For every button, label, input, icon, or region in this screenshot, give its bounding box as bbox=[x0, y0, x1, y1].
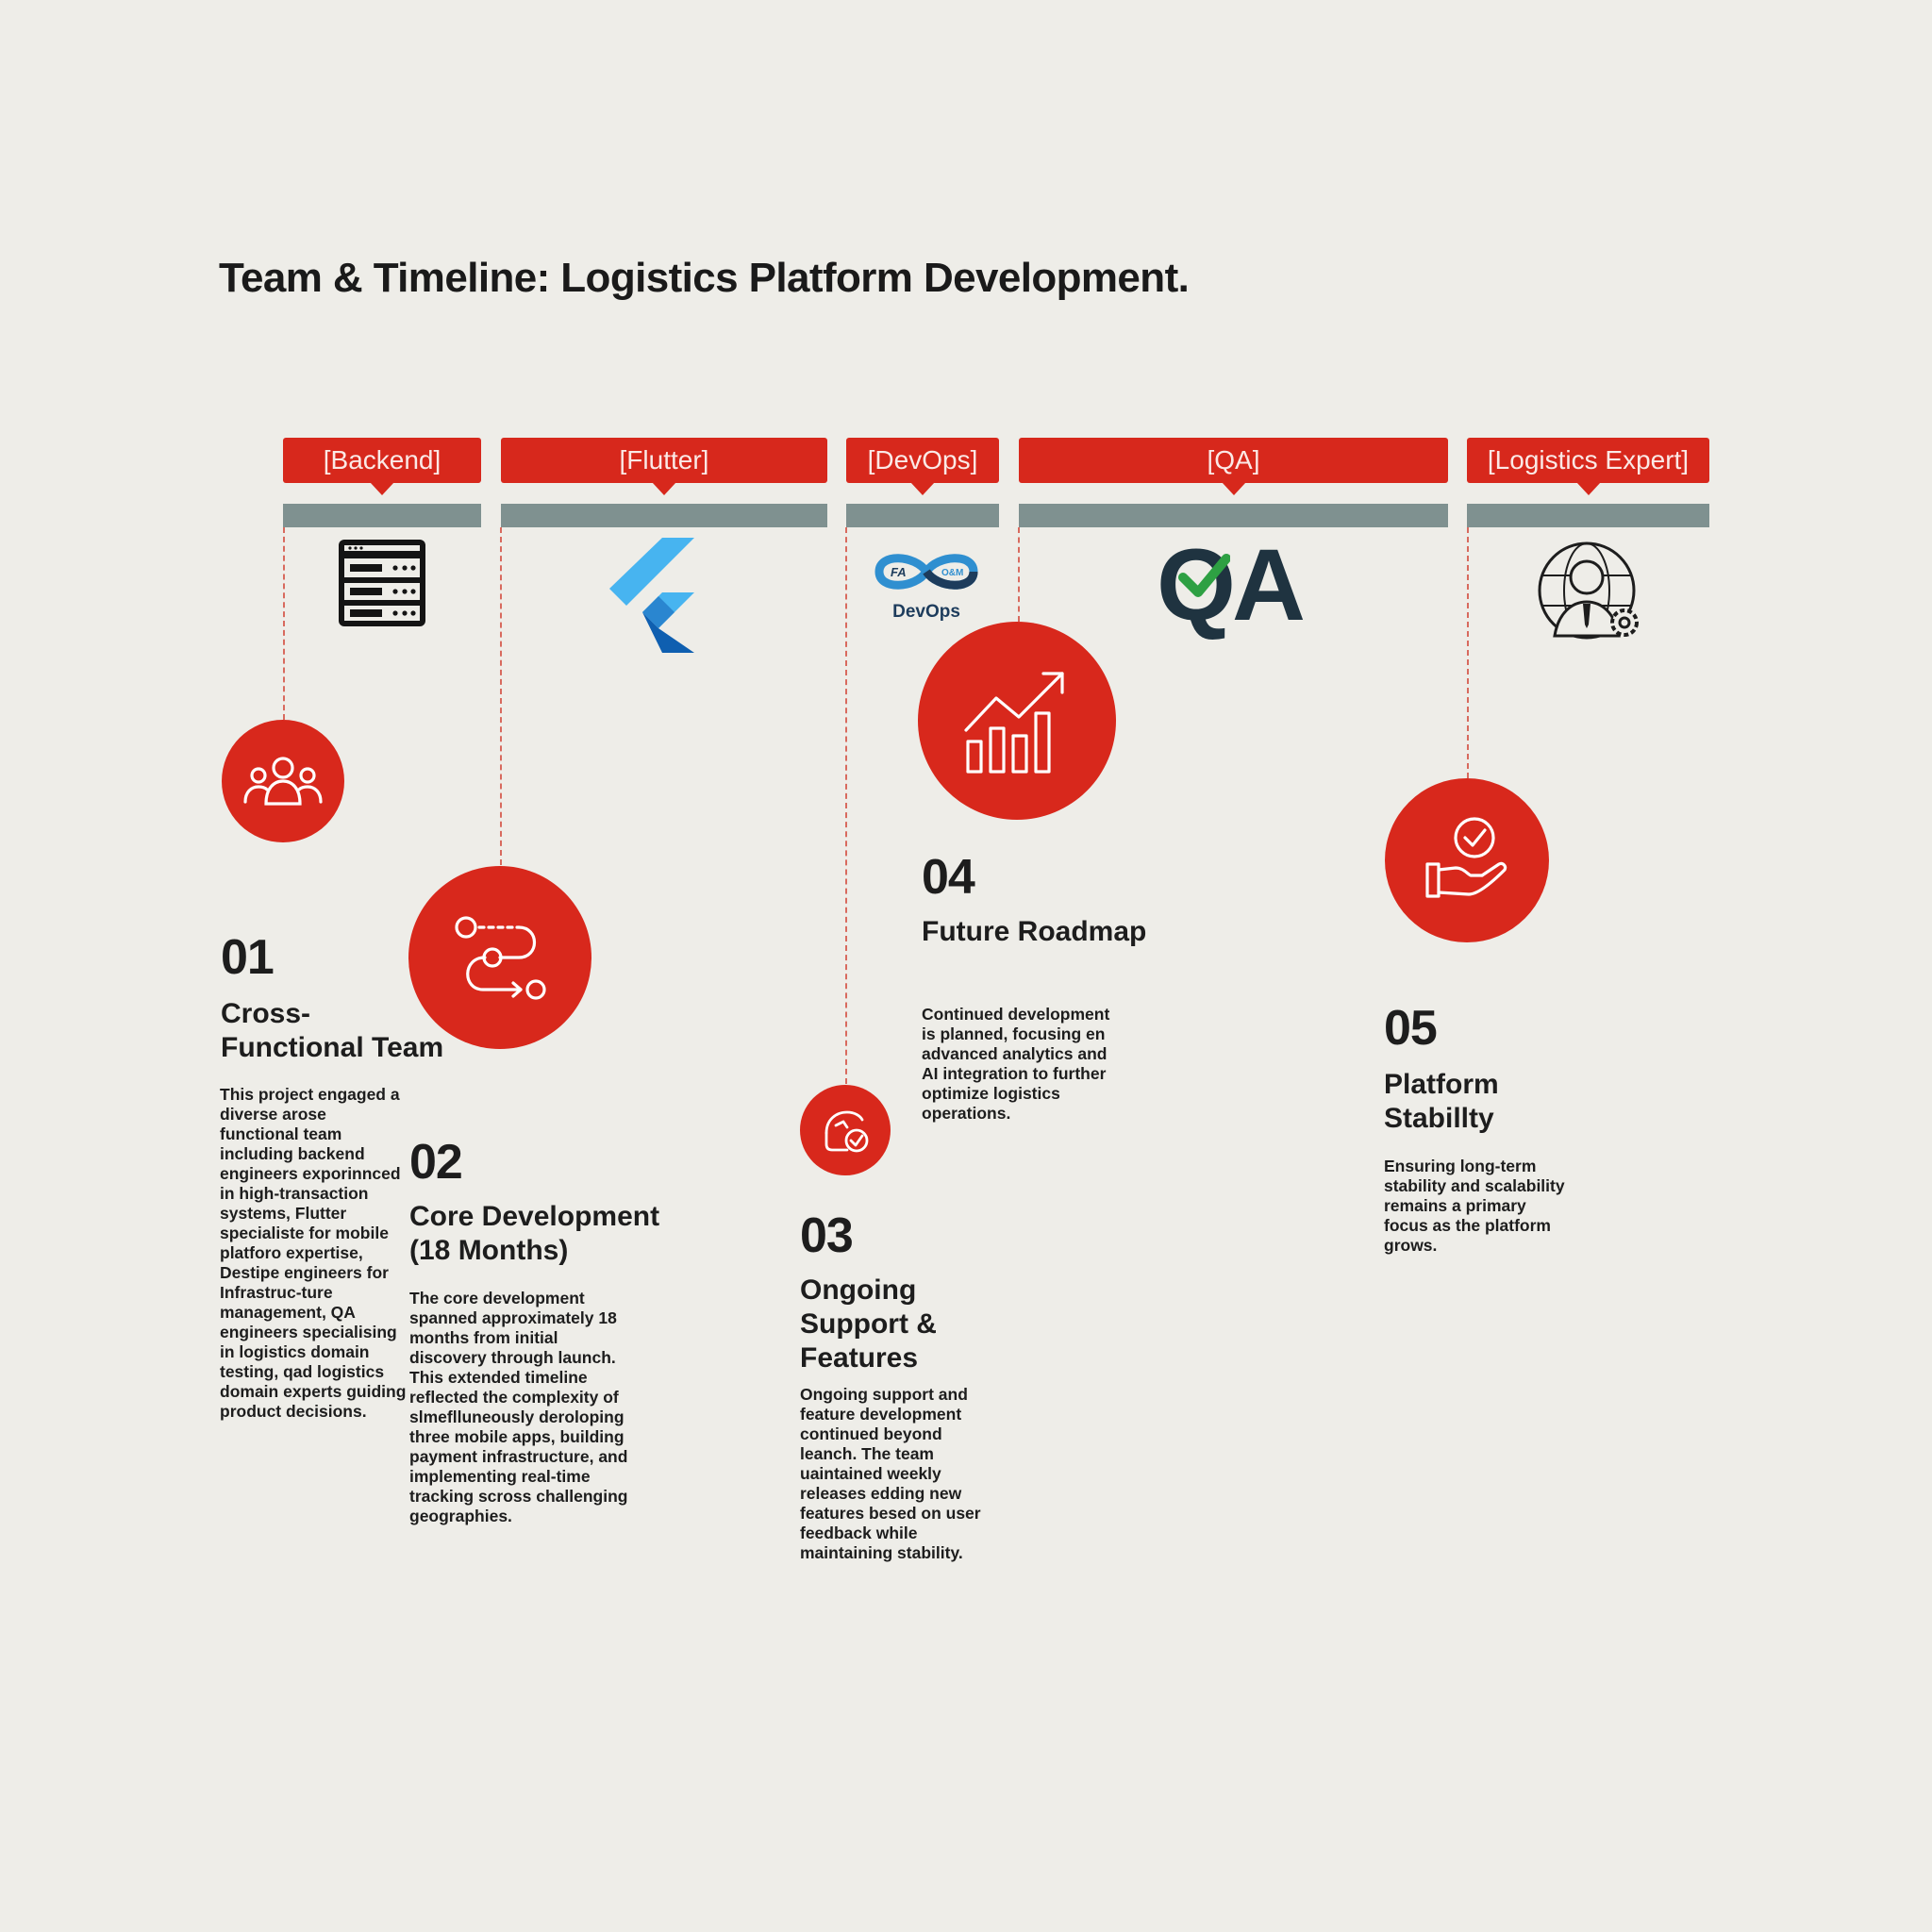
bar-qa bbox=[1019, 504, 1448, 527]
step-01-text: This project engaged a diverse arose functional team including backend engineers exporinnced in high-transaction systems, Flutter specialiste for mobile platforo expertise, Destipe engineers for Infrastruc-ture management, QA engineers specialising in logistics domain testing, qad logistics domain experts guiding product decisions. bbox=[220, 1085, 407, 1421]
step-03-number: 03 bbox=[800, 1208, 853, 1263]
step-04-number: 04 bbox=[922, 850, 974, 905]
bar-flutter bbox=[501, 504, 827, 527]
devops-logo-caption: DevOps bbox=[892, 602, 960, 622]
bar-devops bbox=[846, 504, 999, 527]
growth-chart-icon bbox=[962, 668, 1072, 774]
tag-devops: [DevOps] bbox=[846, 438, 999, 483]
step-05-heading: Platform Stabillty bbox=[1384, 1069, 1499, 1134]
step-02-number: 02 bbox=[409, 1135, 462, 1190]
connector-01 bbox=[283, 527, 285, 720]
tag-qa: [QA] bbox=[1019, 438, 1448, 483]
step-03-circle bbox=[800, 1085, 891, 1175]
devops-logo-small-text: FA bbox=[891, 565, 907, 579]
logistics-expert-icon bbox=[1534, 538, 1649, 648]
step-01-heading: Cross- Functional Team bbox=[221, 998, 444, 1063]
step-04-heading: Future Roadmap bbox=[922, 916, 1147, 947]
step-03-text: Ongoing support and feature development continued beyond leanch. The team uaintained weekly releases edding new features besed on user feedback while maintaining stability. bbox=[800, 1385, 981, 1562]
step-03-heading: Ongoing Support & Features bbox=[800, 1274, 937, 1374]
page-title: Team & Timeline: Logistics Platform Development. bbox=[219, 255, 1190, 301]
devops-logo-right-text: O&M bbox=[941, 568, 964, 578]
qa-logo-text: QA bbox=[1157, 527, 1302, 641]
workflow-icon bbox=[451, 912, 549, 1003]
team-icon bbox=[243, 753, 323, 809]
tag-flutter: [Flutter] bbox=[501, 438, 827, 483]
step-05-circle bbox=[1385, 778, 1549, 942]
step-01-number: 01 bbox=[221, 930, 274, 985]
step-01-circle bbox=[222, 720, 344, 842]
step-02-heading: Core Development (18 Months) bbox=[409, 1201, 660, 1266]
step-02-text: The core development spanned approximately 18 months from initial discovery through launch. This extended timeline reflected the complexity of slmeflluneously deroloping three mobile apps, building payment infrastructure, and implementing real-time tracking scross challenging geographies. bbox=[409, 1289, 628, 1525]
connector-03 bbox=[845, 527, 847, 1084]
tag-backend: [Backend] bbox=[283, 438, 481, 483]
step-04-text: Continued development is planned, focusing en advanced analytics and AI integration to further optimize logistics operations. bbox=[922, 1005, 1110, 1123]
bar-backend bbox=[283, 504, 481, 527]
step-05-number: 05 bbox=[1384, 1001, 1437, 1056]
hand-check-icon bbox=[1422, 815, 1512, 906]
tag-logistics-expert: [Logistics Expert] bbox=[1467, 438, 1709, 483]
devops-logo-icon bbox=[870, 549, 983, 625]
qa-logo-icon bbox=[1157, 527, 1336, 641]
support-icon bbox=[819, 1107, 872, 1154]
connector-05 bbox=[1467, 527, 1469, 778]
step-05-text: Ensuring long-term stability and scalability remains a primary focus as the platform grows. bbox=[1384, 1157, 1565, 1255]
server-icon bbox=[337, 538, 427, 633]
flutter-logo-icon bbox=[604, 538, 698, 658]
connector-02 bbox=[500, 527, 502, 865]
step-04-circle bbox=[918, 622, 1116, 820]
connector-04 bbox=[1018, 527, 1020, 622]
bar-logistics-expert bbox=[1467, 504, 1709, 527]
qa-check-icon bbox=[1177, 553, 1230, 602]
